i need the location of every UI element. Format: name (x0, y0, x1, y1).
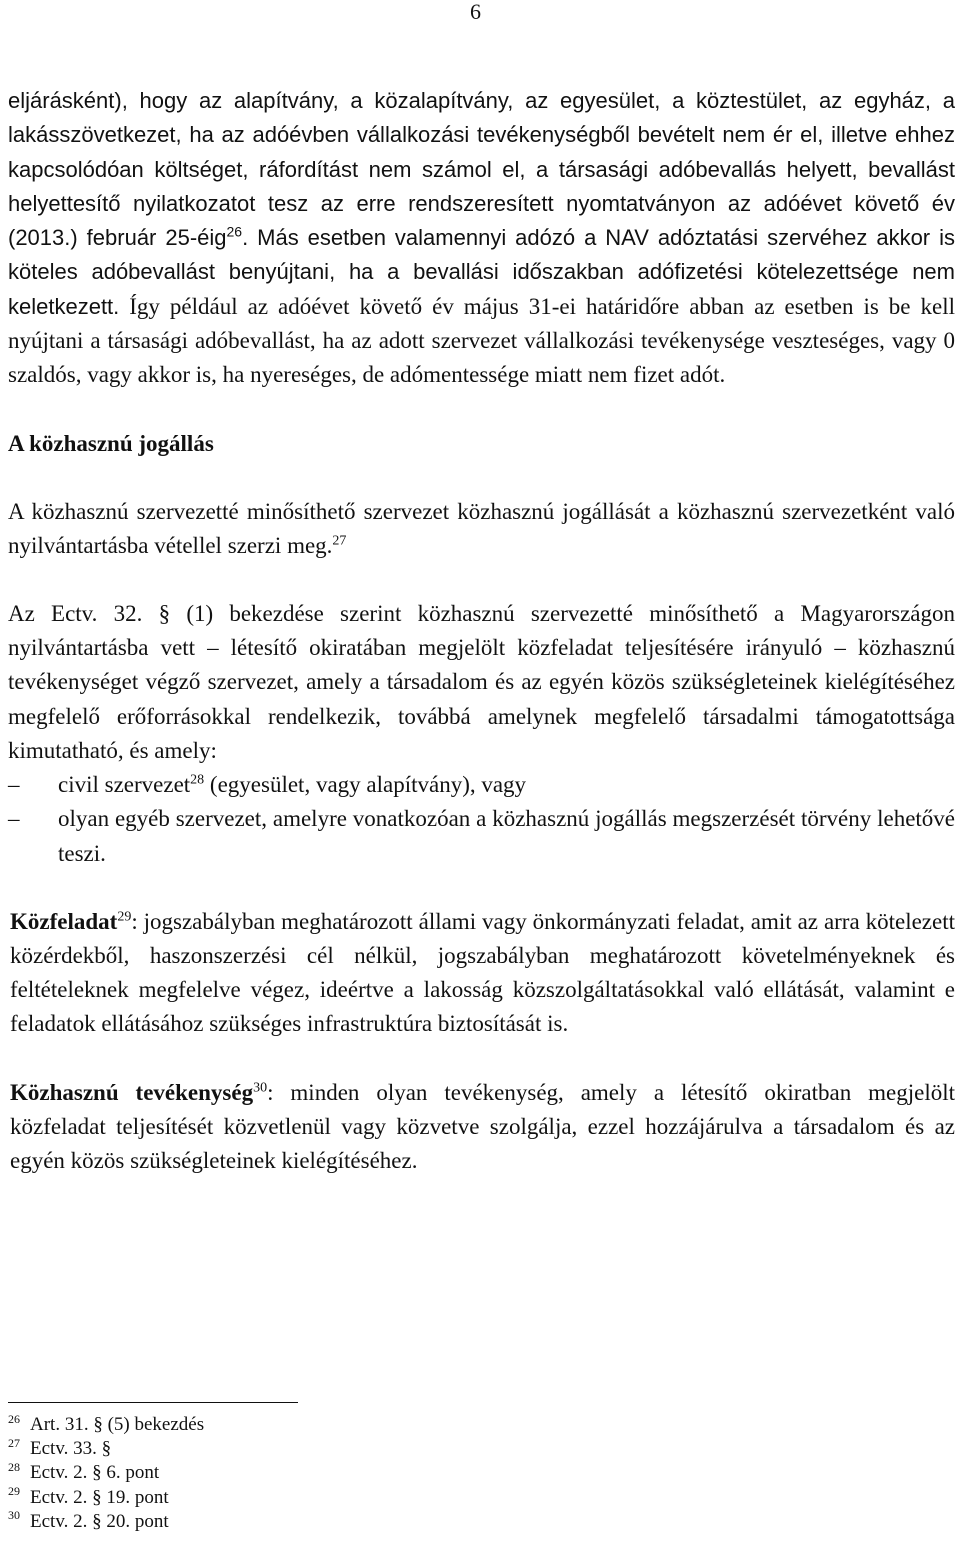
section-heading: A közhasznú jogállás (8, 430, 214, 456)
ectv-paragraph: Az Ectv. 32. § (1) bekezdése szerint közhasznú szervezetté minősíthető a Magyarországon nyilvántartásba vett – létesítő okiratában megjelölt közfeladat teljesítésére irányuló – közhasznú tevékenységet végző szervezet, amely a társadalom és az egyén közös szükségleteinek kielégítéséhez megfelelő erőforrásokkal rendelkezik, továbbá amelynek megfelelő társadalmi támogatottsága kimutatható, és amely: (8, 601, 955, 763)
footnotes (8, 1413, 204, 1534)
bullet-item (8, 768, 955, 802)
page-number: 6 (470, 0, 481, 24)
bullet-text: civil szervezet$^{28}$ (egyesület, vagy alapítvány), vagy (58, 772, 527, 798)
footnote: $^{29}$ Ectv. 2. § 19. pont (8, 1484, 169, 1508)
footnote-ref-29: 29 (117, 909, 132, 925)
igy-text: Így például az adóévet követő év május 31-ei határidőre abban az esetben is be kell nyújtani a társasági adóbevallást, ha az adott szervezet vállalkozási tevékenysége veszteséges, vagy 0 szaldós, vagy akkor is, ha nyereséges, de adómentessége miatt nem fizet adót. (8, 293, 955, 388)
footnote-text: Ectv. 33. § (30, 1438, 112, 1460)
footnote-text: Art. 31. § (5) bekezdés (30, 1414, 205, 1435)
footnote-ref-26: 26 (226, 223, 243, 240)
footnote: $^{30}$ Ectv. 2. § 20. pont (8, 1508, 169, 1532)
kozhasznu-tevekenyseg-definition (8, 1076, 955, 1179)
mas-text: . Más esetben valamennyi adózó a NAV adóztatási szervéhez akkor is köteles adóbevallást benyújtani, ha a bevallási időszakban adófizetési kötelezettsége nem keletkezett. (8, 225, 955, 319)
footnote-text: Ectv. 2. § 6. pont (30, 1462, 160, 1484)
dash-marker: – (8, 772, 20, 798)
definition-term: Közfeladat (10, 908, 118, 934)
footnote: $^{28}$ Ectv. 2. § 6. pont (8, 1460, 160, 1484)
footnote: $^{26}$ Art. 31. § (5) bekezdés (8, 1411, 205, 1435)
intro-text: eljárásként), hogy az alapítvány, a közalapítvány, az egyesület, a köztestület, az egyház, a lakásszövetkezet, ha az adóévben vállalkozási tevékenységből bevételt nem ér el, illetve ehhez kapcsolódóan költséget, ráfordítást nem számol el, a társasági adóbevallás helyett, bevallást helyettesítő nyilatkozatot tesz az erre rendszeresített nyomtatványon az adóévet követő év (2013.) február 25-éig (8, 88, 955, 251)
footnote-ref-28: 28 (190, 772, 205, 788)
bullet-text: olyan egyéb szervezet, amelyre vonatkozóan a közhasznú jogállás megszerzését törvény lehetővé teszi. (58, 806, 955, 866)
definition-text: : jogszabályban meghatározott állami vagy önkormányzati feladat, amit az arra kötelezett közérdekből, haszonszerzési cél nélkül, jogszabályban meghatározott követelményeknek és feltételeknek megfelelve végez, ideértve a lakosság közszolgáltatásokkal való ellátását, valamint e feladatok ellátásához szükséges infrastruktúra biztosítását is. (10, 908, 955, 1037)
footnote-ref-30: 30 (253, 1079, 268, 1095)
kozhasznu-text: A közhasznú szervezetté minősíthető szervezet közhasznú jogállását a közhasznú szervezetként való nyilvántartásba vétellel szerzi meg. (8, 498, 955, 558)
footnote: $^{27}$ Ectv. 33. § (8, 1435, 112, 1460)
kozfeladat-definition (8, 905, 955, 1042)
bullet-item (8, 802, 955, 870)
footnote-text: Ectv. 2. § 20. pont (30, 1510, 169, 1532)
dash-marker: – (8, 806, 20, 832)
definition-term: Közhasznú tevékenység (10, 1079, 254, 1105)
footnote-ref-27: 27 (332, 533, 347, 549)
definition-text: : minden olyan tevékenység, amely a létesítő okiratban megjelölt közfeladat teljesítését közvetlenül vagy közvetve szolgálja, ezzel hozzájárulva a társadalom és az egyén közös szükségleteinek kielégítéséhez. (10, 1079, 955, 1173)
kozhasznu-paragraph (8, 495, 955, 563)
document-body (8, 84, 955, 1178)
footnote-text: Ectv. 2. § 19. pont (30, 1486, 169, 1508)
footnote-separator (8, 1402, 298, 1403)
intro-paragraph (8, 84, 955, 393)
